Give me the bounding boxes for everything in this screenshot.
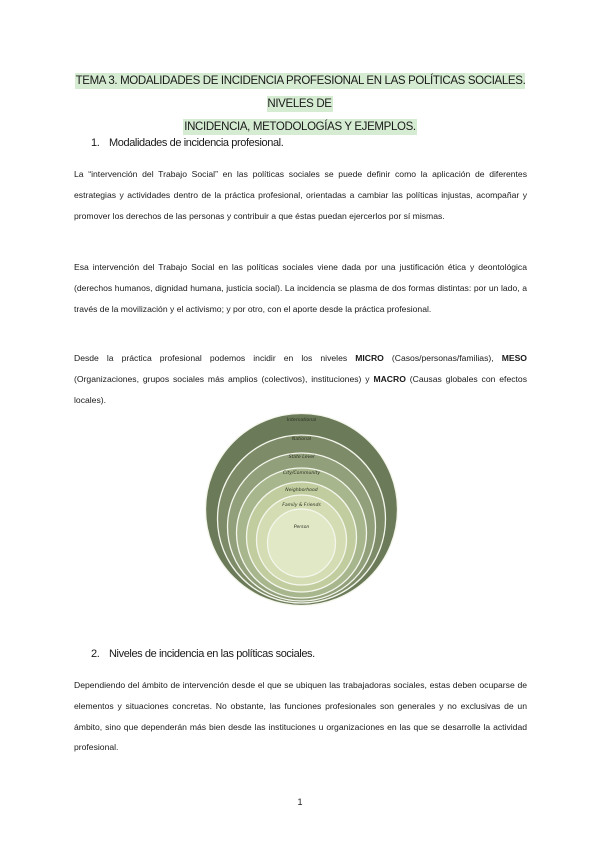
paragraph-4: Dependiendo del ámbito de intervención desde el que se ubiquen las trabajadoras sociales, estas deben ocuparse de elementos y situaciones concretas. No obstante, las funciones profesionales son generales y no exclusivas de un ámbito, sino que dependerán más bien desde las instituciones u organizaciones en las que se desarrolle la actividad profesional. [74,680,527,753]
paragraph-1: La “intervención del Trabajo Social” en las políticas sociales se puede definir como la aplicación de diferentes estrategias y actividades dentro de la práctica profesional, orientadas a cambiar las políticas injustas, acompañar y promover los derechos de las personas y contribuir a que éstas puedan ejercerlos por sí mismas. [74,169,527,221]
paragraph-3 [74,348,527,410]
title-line-1: TEMA 3. MODALIDADES DE INCIDENCIA PROFESIONAL EN LAS POLÍTICAS SOCIALES. NIVELES DE [75,75,526,110]
section-2-title: Niveles de incidencia en las políticas sociales. [109,648,315,660]
label-city-community: City/Community [282,471,321,476]
macro-label: MACRO [373,373,406,384]
concentric-levels-diagram [205,413,398,606]
document-title [60,70,540,139]
label-national: National [291,437,312,442]
section-2-number: 2. [91,648,100,660]
ring-person [268,509,336,577]
meso-label: MESO [501,353,527,363]
section-1-title: Modalidades de incidencia profesional. [109,137,284,149]
micro-desc: (Casos/personas/familias), [383,353,502,363]
label-neighborhood: Neighborhood [285,488,318,493]
meso-desc: (Organizaciones, grupos sociales más amplios (colectivos), instituciones) y [74,373,374,384]
label-state-level: State Level [288,455,315,460]
section-1-heading [91,137,283,149]
title-line-2: INCIDENCIA, METODOLOGÍAS Y EJEMPLOS. [184,121,416,133]
section-1-number: 1. [91,137,100,149]
page-number: 1 [297,797,303,807]
label-family-friends: Family & Friends [282,503,321,508]
macro-desc: (Causas globales con efectos locales). [74,373,527,405]
label-international: International [286,418,317,423]
p3-intro: Desde la práctica profesional podemos incidir en los niveles [74,353,356,363]
paragraph-2: Esa intervención del Trabajo Social en las políticas sociales viene dada por una justificación ética y deontológica (derechos humanos, dignidad humana, justicia social). La incidencia se plasma de dos formas distintas: por un lado, a través de la movilización y el activismo; y por otro, con el aporte desde la práctica profesional. [74,262,527,314]
label-person: Person [293,525,310,530]
micro-label: MICRO [355,353,384,363]
section-2-heading [91,648,315,660]
